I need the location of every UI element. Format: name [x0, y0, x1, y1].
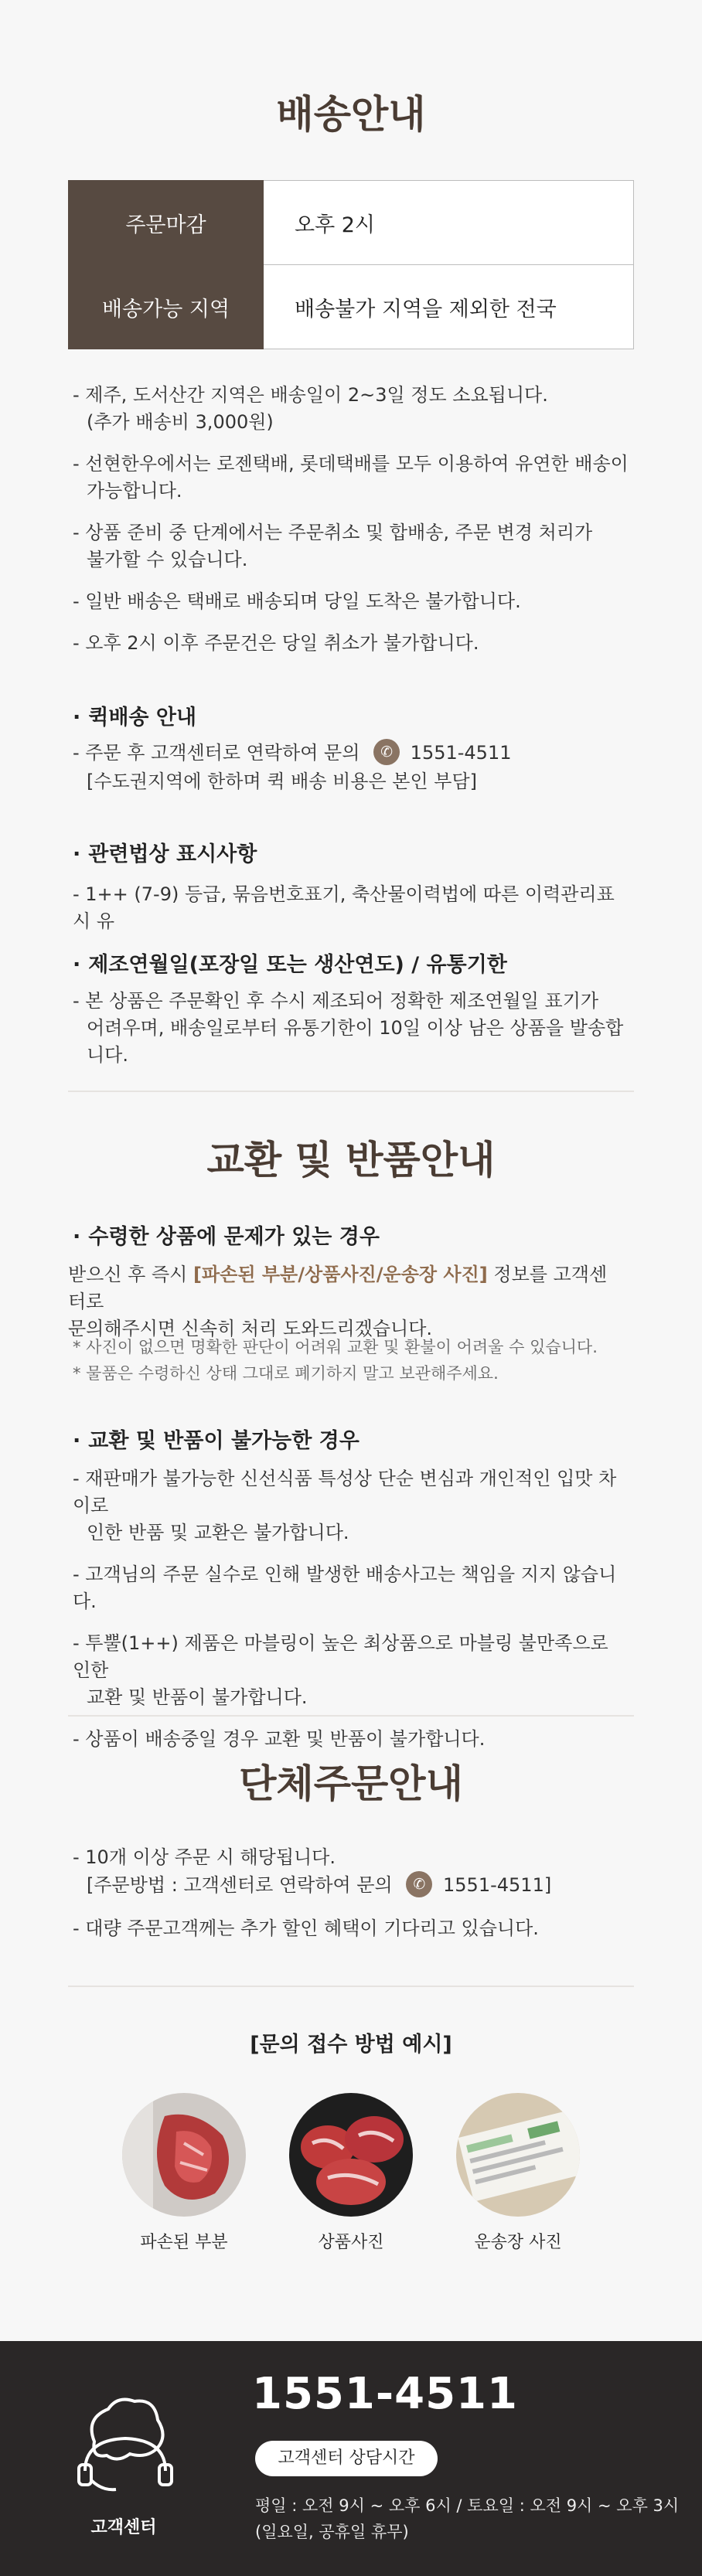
table-row	[69, 265, 634, 349]
list-item: - 투뿔(1++) 제품은 마블링이 높은 최상품으로 마블링 불만족으로 인한 교환 및 반품이 불가합니다.	[73, 1632, 608, 1708]
order-deadline-label: 주문마감	[69, 181, 264, 265]
customer-center-footer	[0, 2341, 702, 2576]
list-item: - 일반 배송은 택배로 배송되며 당일 도착은 불가합니다.	[73, 590, 521, 612]
waybill-photo-image	[456, 2093, 580, 2217]
section-divider	[68, 1091, 634, 1092]
section-divider	[68, 1715, 634, 1717]
center-label: 고객센터	[90, 2518, 157, 2537]
hours-text: 평일 : 오전 9시 ~ 오후 6시 / 토요일 : 오전 9시 ~ 오후 3시 (일요일, 공휴일 휴무)	[255, 2496, 680, 2541]
list-item: - 선현한우에서는 로젠택배, 롯데택배를 모두 이용하여 유연한 배송이 가능합니다.	[73, 453, 629, 502]
list-item: - 오후 2시 이후 주문건은 당일 취소가 불가합니다.	[73, 632, 479, 654]
problem-heading: · 수령한 상품에 문제가 있는 경우	[73, 1225, 380, 1249]
exchange-title: 교환 및 반품안내	[206, 1137, 496, 1183]
law-heading: · 관련법상 표시사항	[73, 842, 257, 866]
delivery-title: 배송안내	[276, 91, 426, 137]
headset-icon	[71, 2378, 179, 2494]
group-title: 단체주문안내	[239, 1761, 463, 1806]
delivery-area-value: 배송불가 지역을 제외한 전국	[264, 265, 634, 349]
highlight-text: [파손된 부분/상품사진/운송장 사진]	[193, 1264, 488, 1285]
quick-delivery-heading: · 퀵배송 안내	[73, 706, 197, 730]
phone-icon: ✆	[406, 1871, 432, 1897]
table-row	[69, 181, 634, 265]
delivery-area-label: 배송가능 지역	[69, 265, 264, 349]
quick-phone[interactable]: 1551-4511	[410, 742, 512, 764]
phone-icon: ✆	[373, 739, 400, 765]
example-damaged: 파손된 부분	[122, 2093, 246, 2253]
examples-row	[0, 2093, 702, 2263]
hours-badge: 고객센터 상담시간	[255, 2441, 438, 2476]
example-waybill: 운송장 사진	[456, 2093, 580, 2253]
order-deadline-value: 오후 2시	[264, 181, 634, 265]
delivery-notes	[73, 382, 629, 672]
group-phone[interactable]: 1551-4511]	[443, 1874, 552, 1896]
product-photo-image	[289, 2093, 413, 2217]
impossible-list	[73, 1465, 629, 1768]
law-text: - 1++ (7-9) 등급, 묶음번호표기, 축산물이력법에 따른 이력관리표시 유	[73, 883, 615, 932]
impossible-heading: · 교환 및 반품이 불가능한 경우	[73, 1429, 360, 1453]
example-product: 상품사진	[289, 2093, 413, 2253]
list-item: - 상품이 배송중일 경우 교환 및 반품이 불가합니다.	[73, 1728, 486, 1750]
list-item: - 상품 준비 중 단계에서는 주문취소 및 합배송, 주문 변경 처리가 불가할 수 있습니다.	[73, 522, 593, 570]
group-text: - 10개 이상 주문 시 해당됩니다. [주문방법 : 고객센터로 연락하여 문의 ✆ 1551-4511] - 대량 주문고객께는 추가 할인 혜택이 기다리고 있습니다.	[73, 1846, 552, 1939]
quick-delivery-text: - 주문 후 고객센터로 연락하여 문의 ✆ 1551-4511 [수도권지역에 한하며 퀵 배송 비용은 본인 부담]	[73, 739, 629, 795]
damaged-part-image	[122, 2093, 246, 2217]
delivery-info-table	[68, 180, 634, 349]
problem-notes: * 사진이 없으면 명확한 판단이 어려워 교환 및 환불이 어려울 수 있습니다. * 물품은 수령하신 상태 그대로 폐기하지 말고 보관해주세요.	[73, 1338, 598, 1383]
list-item: - 재판매가 불가능한 신선식품 특성상 단순 변심과 개인적인 입맛 차이로 인한 반품 및 교환은 불가합니다.	[73, 1468, 617, 1543]
examples-heading: [문의 접수 방법 예시]	[250, 2033, 452, 2057]
list-item: - 고객님의 주문 실수로 인해 발생한 배송사고는 책임을 지지 않습니다.	[73, 1564, 617, 1612]
date-text: - 본 상품은 주문확인 후 수시 제조되어 정확한 제조연월일 표기가 어려우며, 배송일로부터 유통기한이 10일 이상 남은 상품을 발송합니다.	[73, 990, 624, 1066]
footer-phone[interactable]: 1551-4511	[252, 2369, 518, 2419]
date-heading: · 제조연월일(포장일 또는 생산연도) / 유통기한	[73, 953, 507, 977]
problem-text: 받으신 후 즉시 [파손된 부분/상품사진/운송장 사진] 정보를 고객센터로 문의해주시면 신속히 처리 도와드리겠습니다.	[68, 1264, 608, 1339]
section-divider	[68, 1986, 634, 1987]
list-item: - 제주, 도서산간 지역은 배송일이 2~3일 정도 소요됩니다. (추가 배송비 3,000원)	[73, 384, 548, 433]
